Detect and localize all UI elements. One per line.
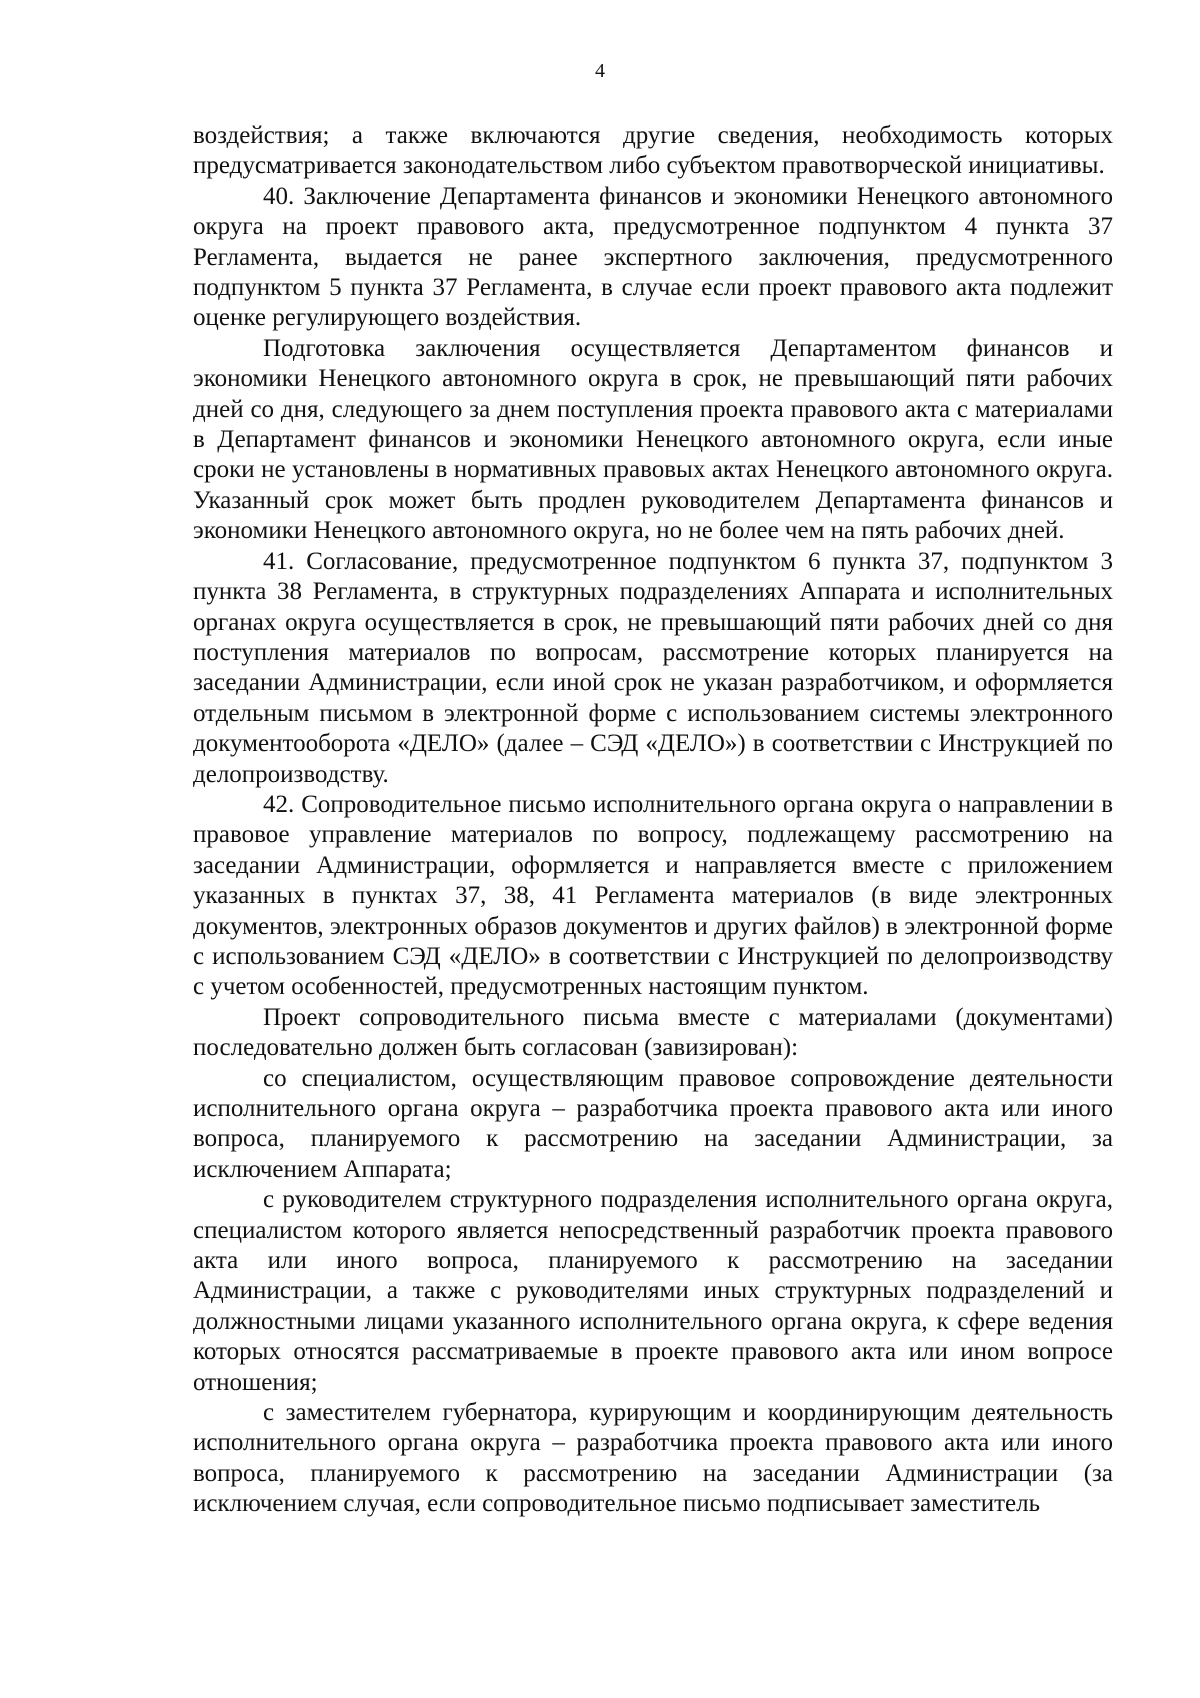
paragraph-approval-deputy-governor: с заместителем губернатора, курирующим и координирующим деятельность исполнительного органа округа – разработчика проекта правового акта или иного вопроса, планируемого к рассмотрению на заседании Администрации (за исключением случая, если сопроводительное письмо подписывает заместитель: [193, 1399, 1113, 1518]
paragraph-continuation: воздействия; а также включаются другие сведения, необходимость которых предусматривается законодательством либо субъектом правотворческой инициативы.: [193, 122, 1113, 180]
paragraph-item-41: 41. Согласование, предусмотренное подпунктом 6 пункта 37, подпунктом 3 пункта 38 Регламента, в структурных подразделениях Аппарата и исполнительных органах округа осуществляется в срок, не превышающий пяти рабочих дней со дня поступления материалов по вопросам, рассмотрение которых планируется на заседании Администрации, если иной срок не указан разработчиком, и оформляется отдельным письмом в электронной форме с использованием системы электронного документооборота «ДЕЛО» (далее – СЭД «ДЕЛО») в соответствии с Инструкцией по делопроизводству.: [193, 547, 1113, 788]
paragraph-approval-intro: Проект сопроводительного письма вместе с материалами (документами) последовательно должен быть согласован (завизирован):: [193, 1003, 1113, 1062]
paragraph-approval-division-head: с руководителем структурного подразделения исполнительного органа округа, специалистом которого является непосредственный разработчик проекта правового акта или иного вопроса, планируемого к рассмотрению на заседании Администрации, а также с руководителями иных структурных подразделений и должностными лицами указанного исполнительного органа округа, к сфере ведения которых относятся рассматриваемые в проекте правового акта или ином вопросе отношения;: [193, 1186, 1113, 1396]
document-body: [193, 121, 1113, 1520]
paragraph-item-42: 42. Сопроводительное письмо исполнительного органа округа о направлении в правовое управление материалов по вопросу, подлежащему рассмотрению на заседании Администрации, оформляется и направляется вместе с приложением указанных в пунктах 37, 38, 41 Регламента материалов (в виде электронных документов, электронных образов документов и других файлов) в электронной форме с использованием СЭД «ДЕЛО» в соответствии с Инструкцией по делопроизводству с учетом особенностей, предусмотренных настоящим пунктом.: [193, 790, 1113, 1001]
paragraph-approval-legal-specialist: со специалистом, осуществляющим правовое сопровождение деятельности исполнительного органа округа – разработчика проекта правового акта или иного вопроса, планируемого к рассмотрению на заседании Администрации, за исключением Аппарата;: [193, 1064, 1113, 1183]
paragraph-item-40: 40. Заключение Департамента финансов и экономики Ненецкого автономного округа на проект правового акта, предусмотренное подпунктом 4 пункта 37 Регламента, выдается не ранее экспертного заключения, предусмотренного подпунктом 5 пункта 37 Регламента, в случае если проект правового акта подлежит оценке регулирующего воздействия.: [193, 182, 1113, 332]
page-number: 4: [595, 60, 605, 82]
paragraph-conclusion-preparation: Подготовка заключения осуществляется Департаментом финансов и экономики Ненецкого автономного округа в срок, не превышающий пяти рабочих дней со дня, следующего за днем поступления проекта правового акта с материалами в Департамент финансов и экономики Ненецкого автономного округа, если иные сроки не установлены в нормативных правовых актах Ненецкого автономного округа. Указанный срок может быть продлен руководителем Департамента финансов и экономики Ненецкого автономного округа, но не более чем на пять рабочих дней.: [193, 334, 1113, 545]
